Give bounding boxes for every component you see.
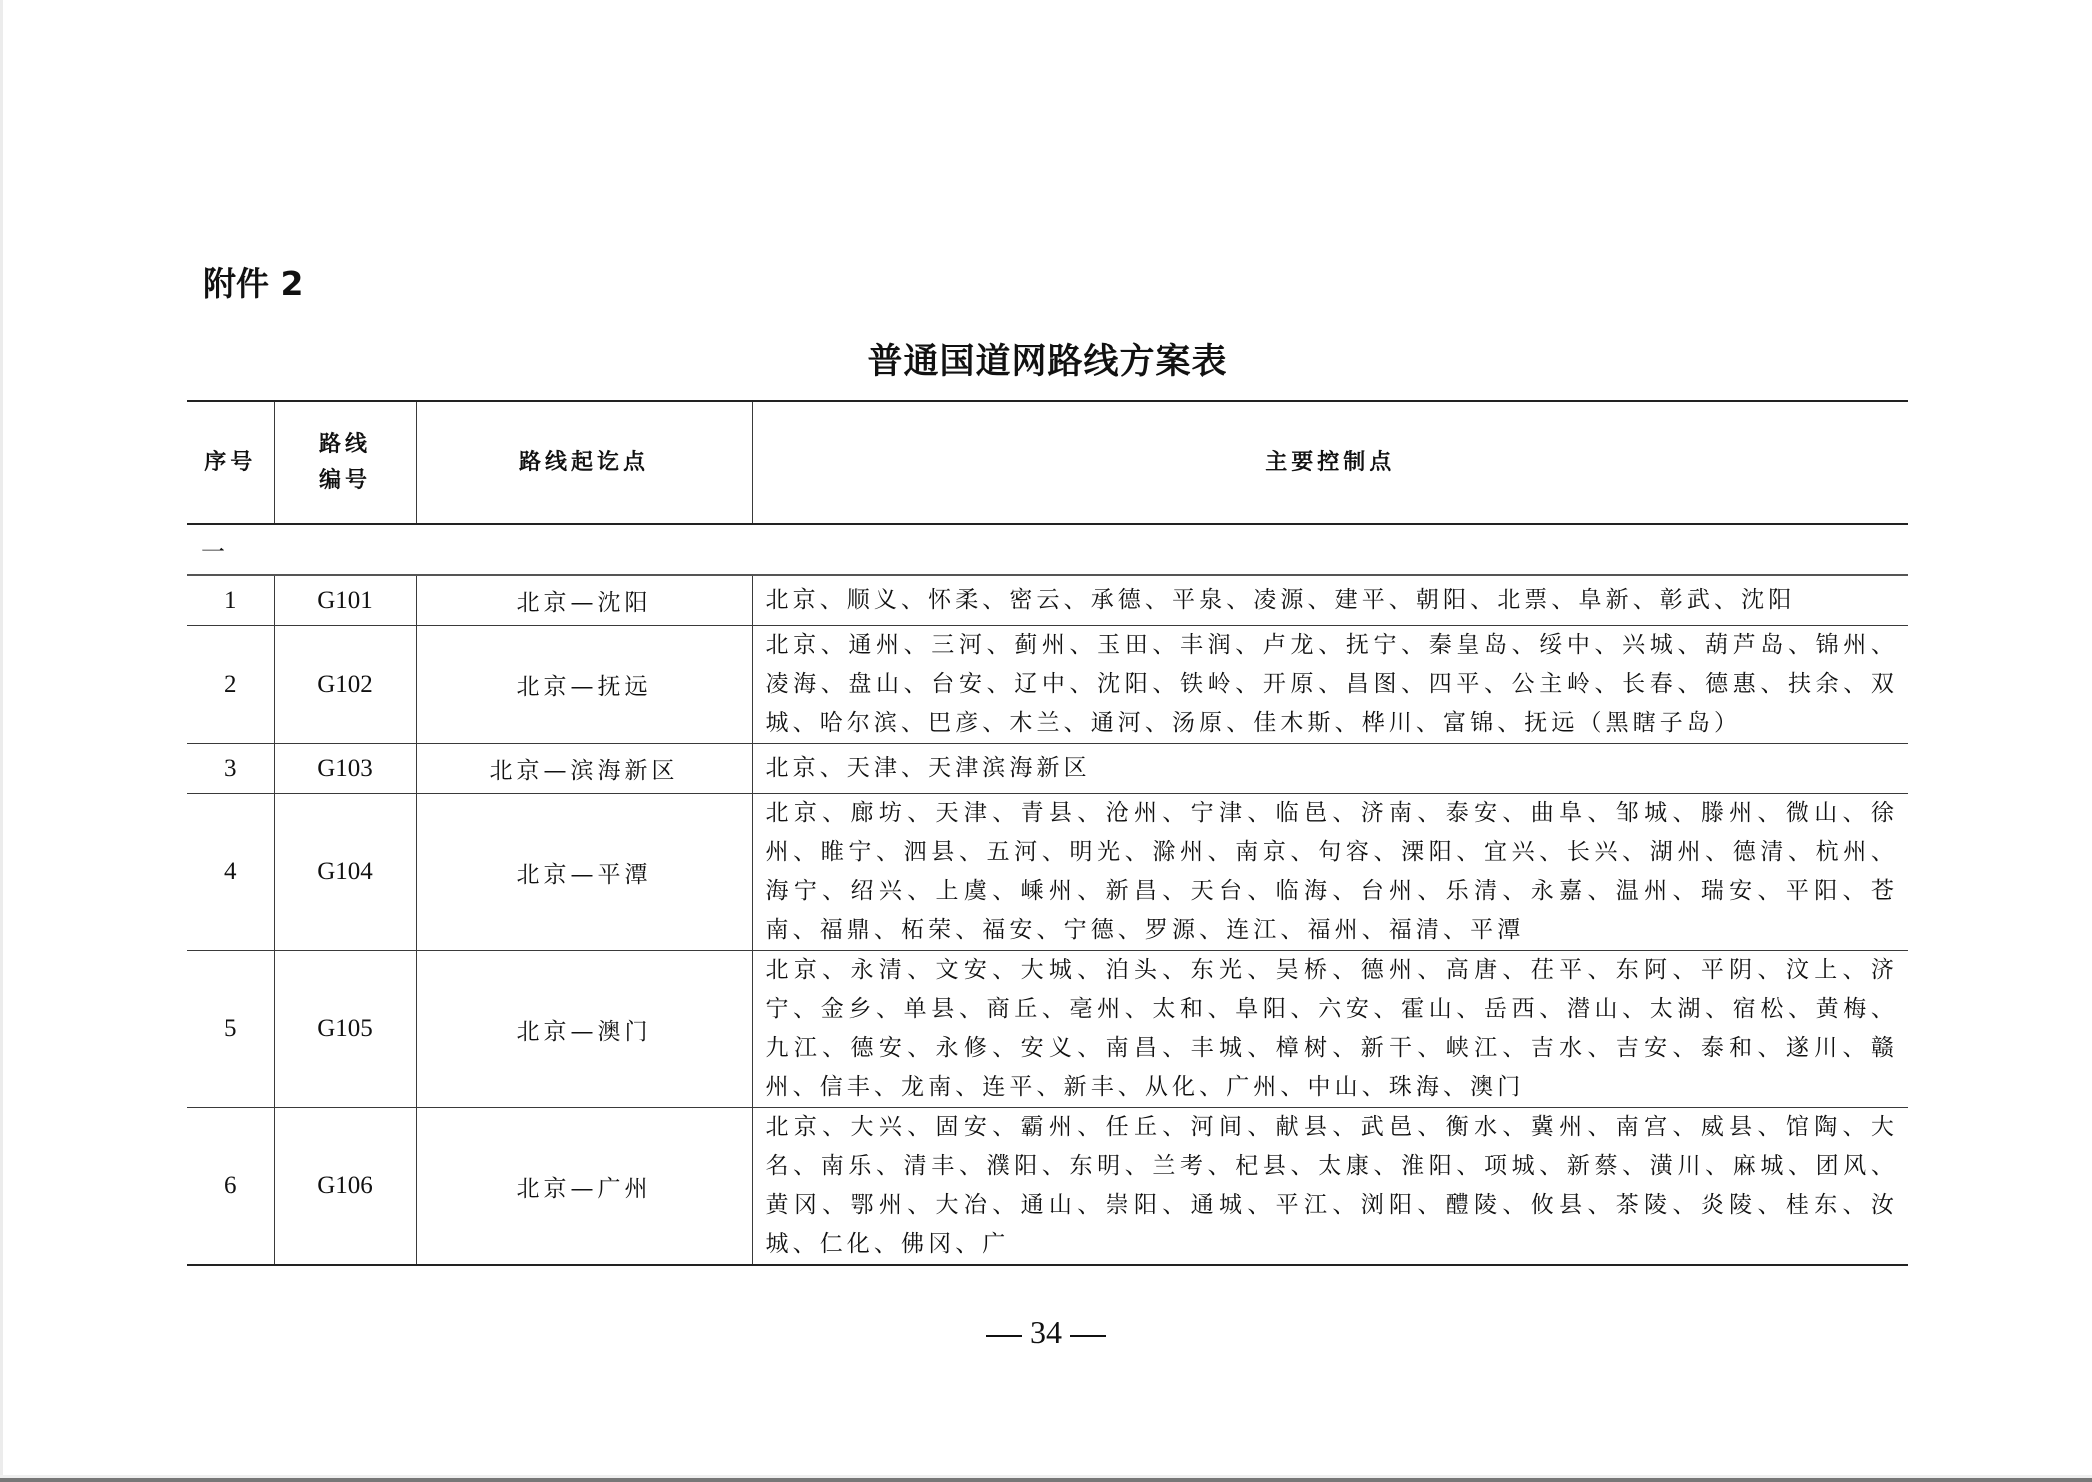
row-control-points: 北京、天津、天津滨海新区 [752,744,1908,794]
page-number [0,1312,2092,1352]
table-row [187,575,1908,626]
table-row [187,1108,1908,1266]
header-control-points: 主要控制点 [752,401,1908,524]
header-seq: 序号 [187,401,274,524]
header-route-code-line2: 编号 [318,467,371,493]
row-seq: 2 [187,626,274,744]
table-row [187,744,1908,794]
row-seq: 6 [187,1108,274,1266]
row-control-points: 北京、大兴、固安、霸州、任丘、河间、献县、武邑、衡水、冀州、南宫、威县、馆陶、大名、南乐、清丰、濮阳、东明、兰考、杞县、太康、淮阳、项城、新蔡、潢川、麻城、团风、黄冈、鄂州、大冶、通山、崇阳、通城、平江、浏阳、醴陵、攸县、茶陵、炎陵、桂东、汝城、仁化、佛冈、广 [752,1108,1908,1266]
header-route-code [274,401,416,524]
row-route-code: G104 [274,794,416,951]
table-row [187,626,1908,744]
row-route-code: G105 [274,951,416,1108]
table-row [187,794,1908,951]
page-left-edge [0,0,3,1479]
row-control-points: 北京、永清、文安、大城、泊头、东光、吴桥、德州、高唐、茌平、东阿、平阴、汶上、济宁、金乡、单县、商丘、亳州、太和、阜阳、六安、霍山、岳西、潜山、太湖、宿松、黄梅、九江、德安、永修、安义、南昌、丰城、樟树、新干、峡江、吉水、吉安、泰和、遂川、赣州、信丰、龙南、连平、新丰、从化、广州、中山、珠海、澳门 [752,951,1908,1108]
row-route-code: G103 [274,744,416,794]
row-seq: 4 [187,794,274,951]
row-route-range: 北京—平潭 [416,794,752,951]
row-route-code: G102 [274,626,416,744]
row-seq: 5 [187,951,274,1108]
row-route-range: 北京—澳门 [416,951,752,1108]
national-highway-route-table [187,400,1908,1266]
row-control-points: 北京、廊坊、天津、青县、沧州、宁津、临邑、济南、泰安、曲阜、邹城、滕州、微山、徐州、睢宁、泗县、五河、明光、滁州、南京、句容、溧阳、宜兴、长兴、湖州、德清、杭州、海宁、绍兴、上虞、嵊州、新昌、天台、临海、台州、乐清、永嘉、温州、瑞安、平阳、苍南、福鼎、柘荣、福安、宁德、罗源、连江、福州、福清、平潭 [752,794,1908,951]
table-row [187,951,1908,1108]
header-route-code-line1: 路线 [318,431,371,457]
header-route-range: 路线起讫点 [416,401,752,524]
row-route-range: 北京—滨海新区 [416,744,752,794]
row-control-points: 北京、顺义、怀柔、密云、承德、平泉、凌源、建平、朝阳、北票、阜新、彰武、沈阳 [752,575,1908,626]
row-route-range: 北京—沈阳 [416,575,752,626]
section-row [187,524,1908,575]
section-label: 一 [187,524,1908,575]
row-seq: 1 [187,575,274,626]
document-title: 普通国道网路线方案表 [867,342,1228,382]
page-bottom-edge [0,1478,2092,1482]
attachment-label: 附件 2 [203,264,304,303]
row-seq: 3 [187,744,274,794]
page-number-dash-left [986,1335,1022,1337]
page-number-dash-right [1070,1335,1106,1337]
page-number-value: 34 [1030,1314,1062,1350]
row-route-code: G101 [274,575,416,626]
table-header-row [187,401,1908,524]
row-route-range: 北京—抚远 [416,626,752,744]
row-route-range: 北京—广州 [416,1108,752,1266]
row-control-points: 北京、通州、三河、蓟州、玉田、丰润、卢龙、抚宁、秦皇岛、绥中、兴城、葫芦岛、锦州、凌海、盘山、台安、辽中、沈阳、铁岭、开原、昌图、四平、公主岭、长春、德惠、扶余、双城、哈尔滨、巴彦、木兰、通河、汤原、佳木斯、桦川、富锦、抚远（黑瞎子岛） [752,626,1908,744]
row-route-code: G106 [274,1108,416,1266]
